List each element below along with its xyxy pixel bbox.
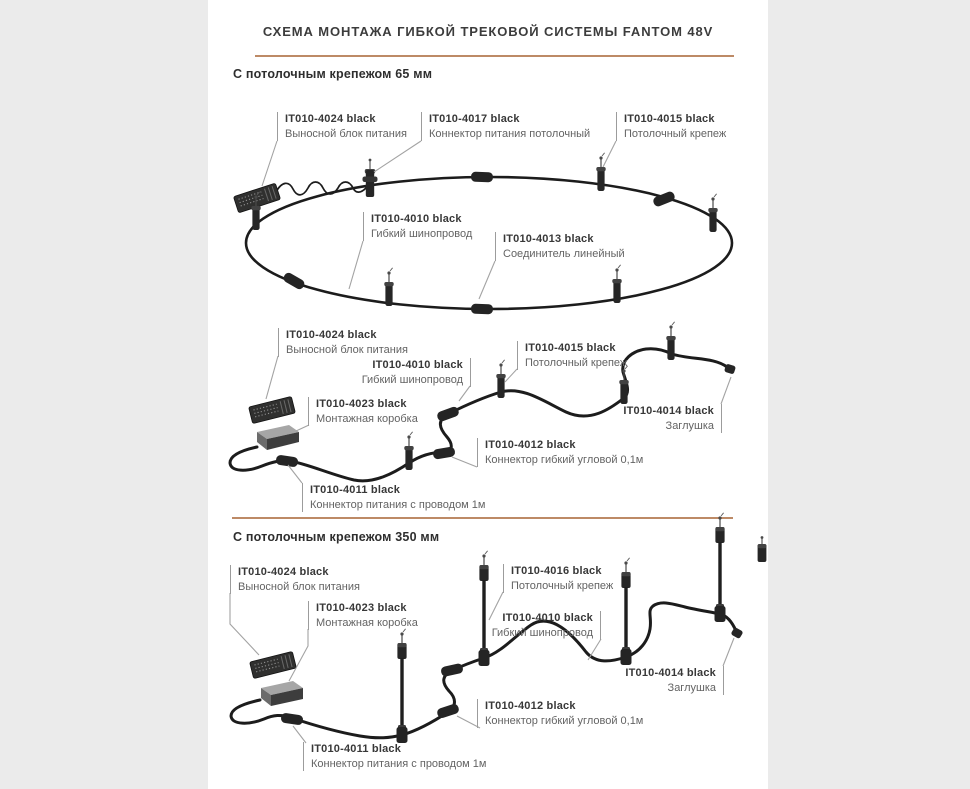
label-psu	[278, 328, 408, 357]
power-connector-1m-icon	[280, 713, 303, 726]
part-code: IT010-4024 black	[286, 329, 377, 341]
ceiling-mount-icon	[384, 268, 393, 306]
label-psu	[277, 112, 407, 141]
ceiling-mount-icon	[708, 194, 717, 232]
part-code: IT010-4015 black	[525, 342, 616, 354]
label-power-connector-1m	[303, 742, 486, 771]
power-cable-squiggle	[276, 182, 366, 195]
ceiling-mount-icon	[612, 265, 621, 303]
section-heading-65mm: С потолочным крепежом 65 мм	[233, 67, 433, 81]
label-flex-track	[363, 212, 472, 241]
part-code: IT010-4023 black	[316, 602, 407, 614]
part-desc: Потолочный крепеж	[525, 356, 628, 369]
ceiling-mount-350-icon	[715, 513, 724, 607]
label-ceiling-mount-65	[616, 112, 726, 141]
label-ceiling-mount-65	[517, 341, 627, 370]
label-ceiling-power-connector	[421, 112, 590, 141]
part-code: IT010-4013 black	[503, 233, 594, 245]
ceiling-mount-icon	[666, 322, 675, 360]
mount-track-clip-icon	[479, 648, 490, 666]
part-desc: Соединитель линейный	[503, 247, 625, 260]
part-code: IT010-4014 black	[625, 667, 716, 679]
part-code: IT010-4014 black	[623, 405, 714, 417]
part-code: IT010-4012 black	[485, 700, 576, 712]
part-desc: Коннектор питания с проводом 1м	[310, 498, 486, 511]
ceiling-mount-350-icon	[397, 629, 406, 728]
power-supply-icon	[249, 396, 296, 423]
part-desc: Гибкий шинопровод	[371, 227, 473, 240]
label-ceiling-mount-350	[503, 564, 613, 593]
part-desc: Заглушка	[665, 419, 714, 432]
mounting-box-icon	[257, 425, 299, 450]
corner-connector-icon	[432, 446, 455, 460]
corner-connector-icon	[436, 406, 460, 423]
label-power-connector-1m	[302, 483, 485, 512]
linear-joint-icon	[471, 304, 493, 315]
part-desc: Заглушка	[667, 681, 716, 694]
linear-joint-icon	[652, 190, 676, 208]
label-flex-track	[492, 611, 601, 640]
ceiling-mount-icon	[496, 360, 505, 398]
spare-mount-cap-icon	[758, 536, 767, 562]
part-desc: Потолочный крепеж	[624, 127, 727, 140]
corner-connector-icon	[436, 703, 460, 719]
part-desc: Коннектор питания с проводом 1м	[311, 757, 487, 770]
part-code: IT010-4023 black	[316, 398, 407, 410]
label-corner-connector	[477, 438, 643, 467]
mount-track-clip-icon	[397, 725, 408, 743]
end-cap-icon	[731, 627, 744, 639]
part-desc: Коннектор гибкий угловой 0,1м	[485, 714, 644, 727]
label-end-cap	[625, 666, 724, 695]
label-linear-joint	[495, 232, 625, 261]
linear-joint-icon	[282, 271, 306, 291]
part-desc: Коннектор питания потолочный	[429, 127, 591, 140]
ceiling-mount-icon	[596, 153, 605, 191]
section-heading-350mm: С потолочным крепежом 350 мм	[233, 530, 440, 544]
page-title: СХЕМА МОНТАЖА ГИБКОЙ ТРЕКОВОЙ СИСТЕМЫ FANTOM 48V	[262, 24, 714, 39]
part-code: IT010-4010 black	[372, 359, 463, 371]
part-desc: Выносной блок питания	[285, 127, 407, 140]
label-end-cap	[623, 404, 722, 433]
part-code: IT010-4011 black	[310, 484, 401, 496]
part-desc: Монтажная коробка	[316, 616, 418, 629]
label-psu	[230, 565, 360, 594]
ceiling-mount-350-icon	[479, 551, 488, 652]
power-connector-1m-icon	[275, 455, 298, 468]
mounting-box-icon	[261, 681, 303, 706]
part-desc: Коннектор гибкий угловой 0,1м	[485, 453, 644, 466]
part-desc: Монтажная коробка	[316, 412, 418, 425]
part-code: IT010-4010 black	[371, 213, 462, 225]
part-desc: Выносной блок питания	[286, 343, 408, 356]
linear-joint-icon	[471, 172, 493, 183]
part-code: IT010-4017 black	[429, 113, 520, 125]
part-code: IT010-4024 black	[285, 113, 376, 125]
part-code: IT010-4011 black	[311, 743, 402, 755]
ceiling-power-connector-icon	[363, 159, 378, 197]
power-supply-icon	[250, 651, 297, 678]
part-desc: Выносной блок питания	[238, 580, 360, 593]
ceiling-mount-350-icon	[621, 558, 630, 650]
label-corner-connector	[477, 699, 643, 728]
part-code: IT010-4024 black	[238, 566, 329, 578]
part-desc: Гибкий шинопровод	[491, 626, 593, 639]
ceiling-mount-icon	[404, 432, 413, 470]
ceiling-mount-icon	[619, 366, 628, 404]
label-mounting-box	[308, 601, 418, 630]
part-desc: Потолочный крепеж	[511, 579, 614, 592]
part-code: IT010-4010 black	[502, 612, 593, 624]
part-code: IT010-4016 black	[511, 565, 602, 577]
part-code: IT010-4012 black	[485, 439, 576, 451]
label-flex-track	[362, 358, 471, 387]
label-mounting-box	[308, 397, 418, 426]
mount-track-clip-icon	[715, 604, 726, 622]
mount-track-clip-icon	[621, 647, 632, 665]
part-desc: Гибкий шинопровод	[361, 373, 463, 386]
corner-connector-icon	[440, 663, 464, 677]
part-code: IT010-4015 black	[624, 113, 715, 125]
